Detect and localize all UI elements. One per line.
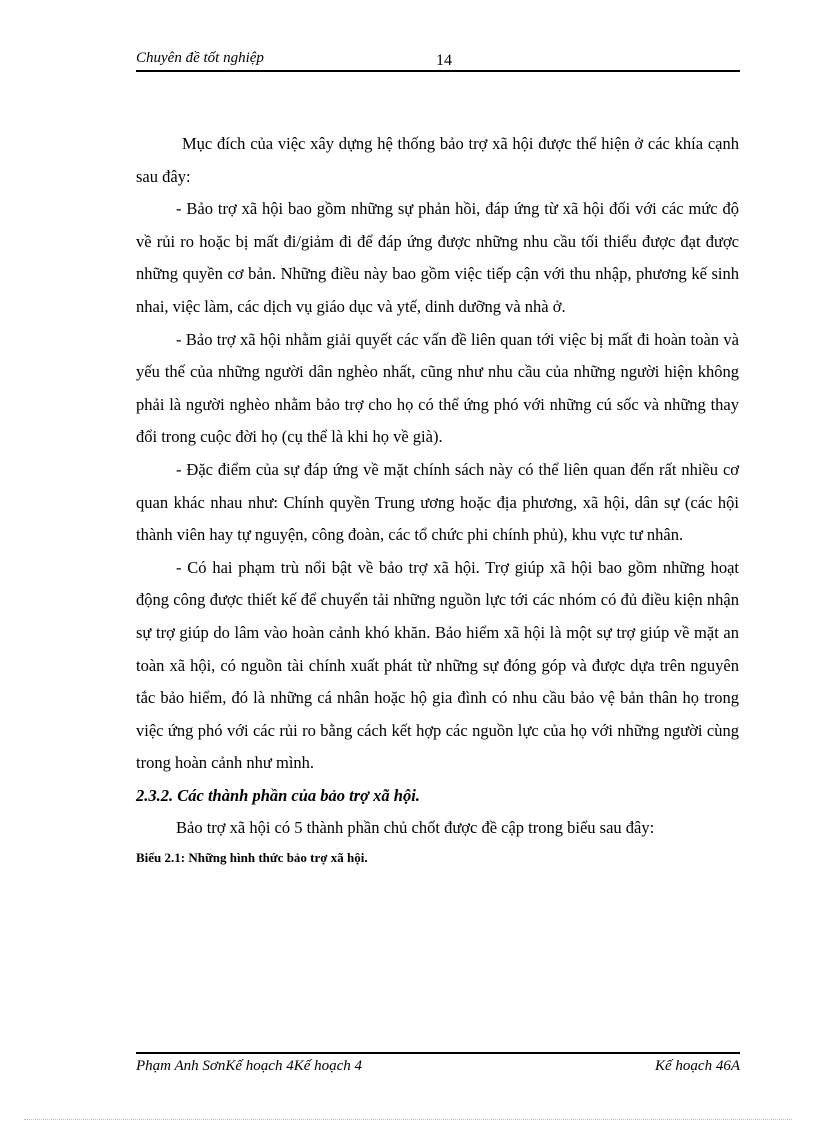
paragraph: Mục đích của việc xây dựng hệ thống bảo trợ xã hội được thể hiện ở các khía cạnh sau đây: [136, 134, 739, 186]
footer-author: Phạm Anh SơnKế hoạch 4Kế hoạch 4 [136, 1058, 363, 1074]
header-title: Chuyên đề tốt nghiệp [136, 50, 264, 66]
page-edge-divider [24, 1119, 792, 1120]
figure-caption: Biểu 2.1: Những hình thức bảo trợ xã hội. [136, 850, 368, 866]
page-footer [136, 1052, 740, 1080]
intro-sentence: Bảo trợ xã hội có 5 thành phần chủ chốt được đề cập trong biểu sau đây: [176, 818, 655, 838]
paragraph: - Đặc điểm của sự đáp ứng về mặt chính sách này có thể liên quan đến rất nhiều cơ quan khác nhau như: Chính quyền Trung ương hoặc địa phương, xã hội, dân sự (các hội thành viên hay tự nguyện, công đoàn, các tổ chức phi chính phủ), khu vực tư nhân. [136, 459, 739, 545]
footer-class: Kế hoạch 46A [655, 1058, 740, 1074]
paragraph: - Bảo trợ xã hội bao gồm những sự phản hồi, đáp ứng từ xã hội đối với các mức độ về rủi ro hoặc bị mất đi/giảm đi để đáp ứng được những nhu cầu tối thiểu được đạt được những quyền cơ bản. Những điều này bao gồm việc tiếp cận với thu nhập, phương kế sinh nhai, việc làm, các dịch vụ giáo dục và ytế, dinh dưỡng và nhà ở. [136, 199, 739, 316]
paragraph: - Có hai phạm trù nổi bật về bảo trợ xã hội. Trợ giúp xã hội bao gồm những hoạt động công được thiết kế để chuyển tải những nguồn lực tới các nhóm có đủ điều kiện nhận sự trợ giúp do lâm vào hoàn cảnh khó khăn. Bảo hiểm xã hội là một sự trợ giúp về mặt an toàn xã hội, có nguồn tài chính xuất phát từ những sự đóng góp và được dựa trên nguyên tắc bảo hiểm, đó là những cá nhân hoặc hộ gia đình có nhu cầu bảo vệ bản thân họ trong việc ứng phó với các rủi ro bằng cách kết hợp các nguồn lực của họ với những người cùng trong hoàn cảnh như mình. [136, 557, 739, 773]
page-header [136, 48, 740, 72]
document-body [136, 128, 739, 871]
paragraph: - Bảo trợ xã hội nhằm giải quyết các vấn đề liên quan tới việc bị mất đi hoàn toàn và yếu thế của những người dân nghèo nhất, cũng như nhu cầu của những người hiện không phải là người nghèo nhằm bảo trợ cho họ có thể ứng phó với những cú sốc và những thay đổi trong cuộc đời họ (cụ thể là khi họ về già). [136, 329, 739, 447]
page-number: 14 [436, 52, 452, 69]
section-heading: 2.3.2. Các thành phần của bảo trợ xã hội. [136, 785, 420, 805]
